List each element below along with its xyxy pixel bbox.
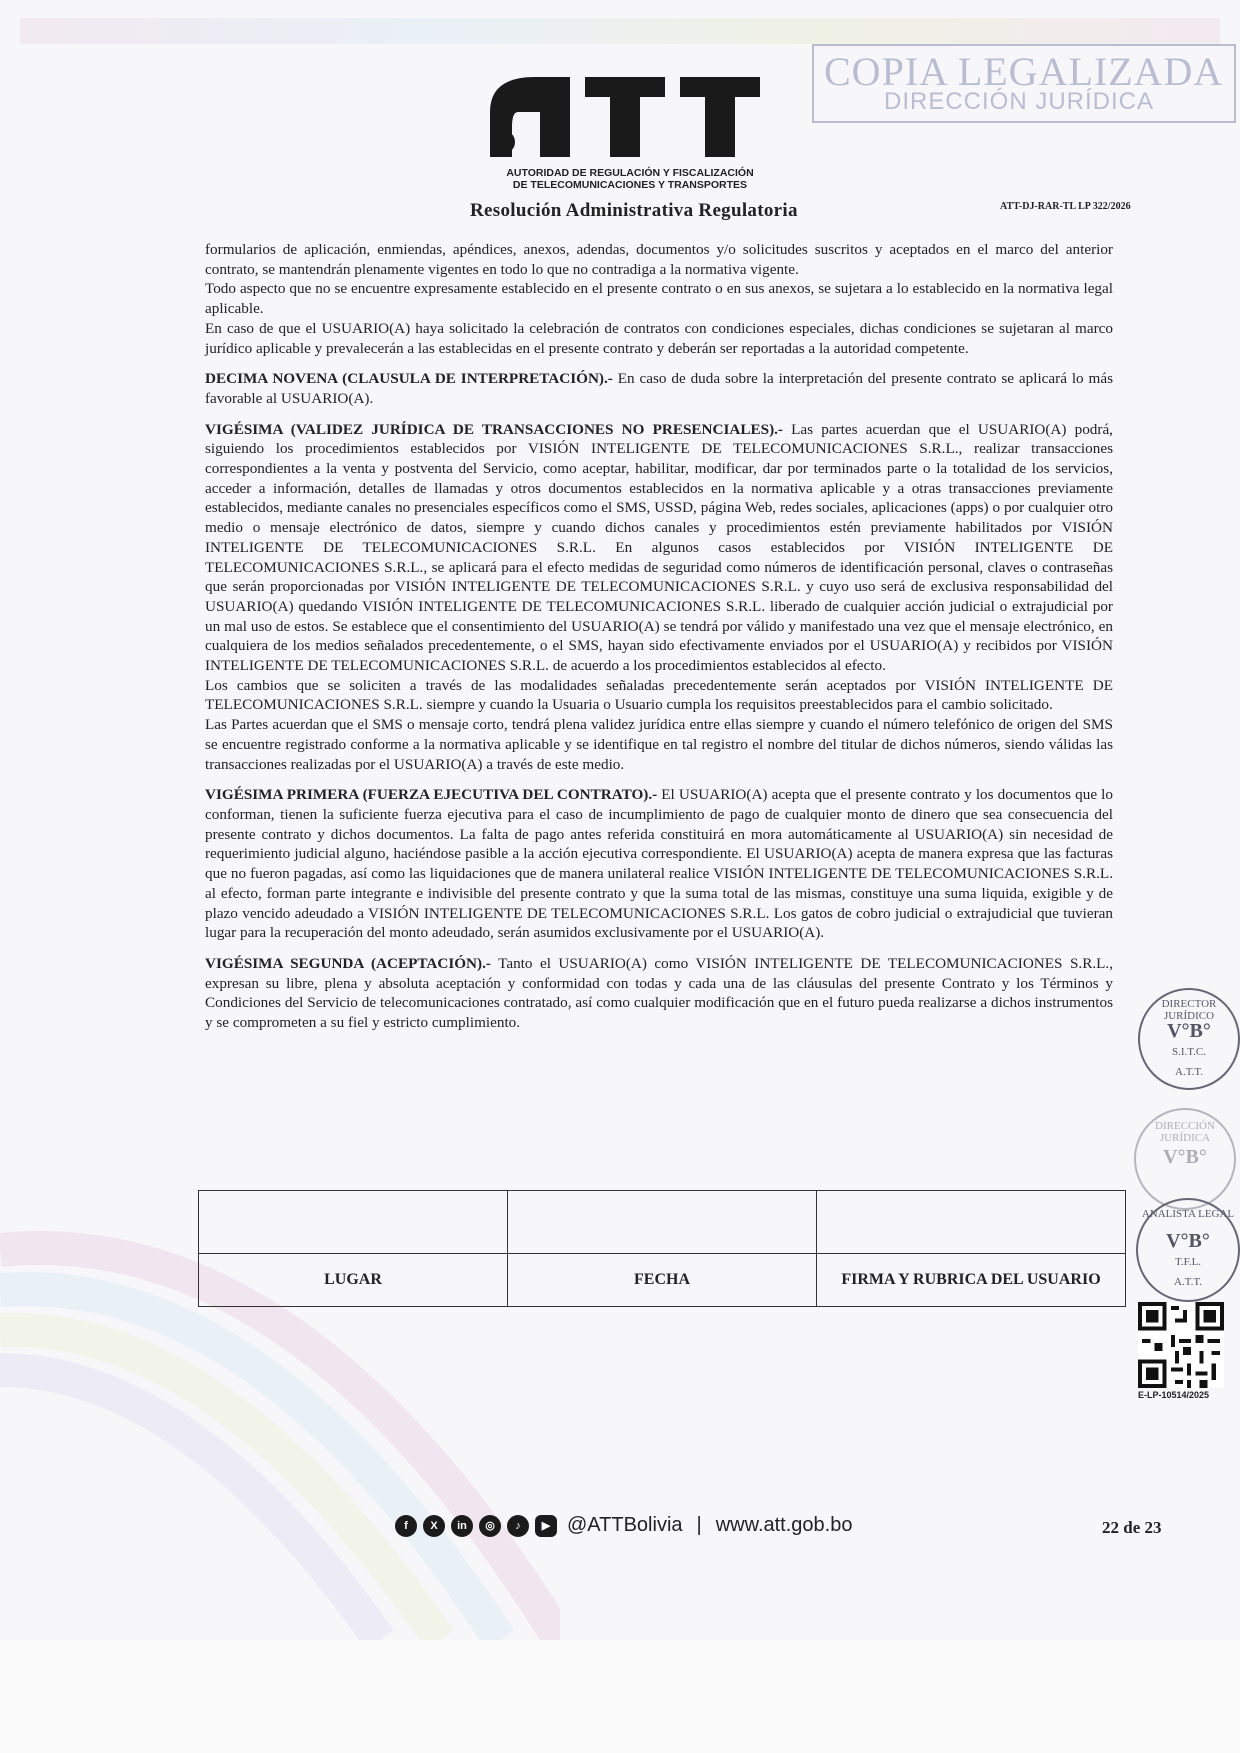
document-title: Resolución Administrativa Regulatoria bbox=[470, 200, 798, 221]
seal-top-text: DIRECCIÓN JURÍDICA bbox=[1155, 1120, 1215, 1144]
scan-margin bbox=[0, 1640, 1240, 1753]
seal-center-text: V°B° bbox=[1166, 1230, 1210, 1252]
qr-code-id: E-LP-10514/2025 bbox=[1138, 1390, 1210, 1400]
date-label: FECHA bbox=[508, 1254, 817, 1307]
footer-separator: | bbox=[696, 1514, 702, 1536]
seal-center-text: V°B° bbox=[1163, 1146, 1207, 1168]
paragraph: Todo aspecto que no se encuentre expresamente establecido en el presente contrato o en sus anexos, se sujetara a lo establecido en la normativa legal aplicable. bbox=[205, 280, 1113, 318]
x-icon[interactable]: X bbox=[423, 1515, 445, 1537]
place-field[interactable] bbox=[199, 1191, 508, 1254]
seal-top-text: ANALISTA LEGAL bbox=[1141, 1208, 1235, 1220]
clause-title: VIGÉSIMA (VALIDEZ JURÍDICA DE TRANSACCIONES NO PRESENCIALES).- bbox=[205, 420, 783, 438]
clause-22 bbox=[205, 954, 1113, 1033]
document-reference: ATT-DJ-RAR-TL LP 322/2026 bbox=[1000, 201, 1131, 212]
footer bbox=[395, 1514, 852, 1537]
place-label: LUGAR bbox=[199, 1254, 508, 1307]
att-logo bbox=[490, 72, 770, 162]
social-handle[interactable]: @ATTBolivia bbox=[567, 1514, 683, 1536]
stamp-line-2: DIRECCIÓN JURÍDICA bbox=[884, 88, 1155, 115]
linkedin-icon[interactable]: in bbox=[451, 1515, 473, 1537]
scan-color-band bbox=[20, 18, 1220, 44]
clause-text: En caso de duda sobre la interpretación del presente contrato se aplicará lo más favorable al USUARIO(A). bbox=[205, 370, 1113, 407]
signature-label: FIRMA Y RUBRICA DEL USUARIO bbox=[817, 1254, 1126, 1307]
tiktok-icon[interactable]: ♪ bbox=[507, 1515, 529, 1537]
seal-ring-text: A.T.T. bbox=[1175, 1066, 1203, 1078]
facebook-icon[interactable]: f bbox=[395, 1515, 417, 1537]
youtube-icon[interactable]: ▶ bbox=[535, 1515, 557, 1537]
org-line-1: AUTORIDAD DE REGULACIÓN Y FISCALIZACIÓN bbox=[506, 167, 754, 179]
seal-top-text: DIRECTOR JURÍDICO bbox=[1161, 998, 1217, 1022]
clause-text: Las partes acuerdan que el USUARIO(A) podrá, siguiendo los procedimientos establecidos por VISIÓN INTELIGENTE DE TELECOMUNICACIONES S.R.L., realizar transacciones correspondientes a la venta y postventa del Servicio, como aceptar, habilitar, modificar, dar por terminados parte o la totalidad de los servicios, acceder a información, detalles de llamadas y otros documentos establecidos en la normativa aplicable y a otras transacciones previamente establecidos, mediante canales no presenciales específicos como el SMS, USSD, página Web, redes sociales, aplicaciones (apps) o por cualquier otro medio o mensaje electrónico de datos, siempre y cuando dichos canales y procedimientos estén previamente habilitados por VISIÓN INTELIGENTE DE TELECOMUNICACIONES S.R.L. En algunos casos establecidos por VISIÓN INTELIGENTE DE TELECOMUNICACIONES S.R.L., se aplicará para el efecto medidas de seguridad como números de identificación personal, claves o contraseñas que serán proporcionadas por VISIÓN INTELIGENTE DE TELECOMUNICACIONES S.R.L. y cuyo uso será de exclusiva responsabilidad del USUARIO(A) quedando VISIÓN INTELIGENTE DE TELECOMUNICACIONES S.R.L. liberado de cualquier acción judicial o extrajudicial por un mal uso de estos. Se establece que el consentimiento del USUARIO(A) se tendrá por válido y manifestado una vez que el mensaje electrónico, en cualquiera de los medios señalados precedentemente, o el SMS, hayan sido efectivamente enviados por el USUARIO(A) y recibidos por VISIÓN INTELIGENTE DE TELECOMUNICACIONES S.R.L. de acuerdo a los procedimientos establecidos al efecto. bbox=[205, 420, 1113, 675]
seal-bottom-text: T.F.L. bbox=[1174, 1256, 1202, 1268]
paragraph: Las Partes acuerdan que el SMS o mensaje corto, tendrá plena validez jurídica entre ellas siempre y cuando el número telefónico de origen del SMS se encuentre registrado conforme a la normativa aplicable y se identifique en tal registro el nombre del titular de dichos números, siendo válidas las transacciones realizadas por el USUARIO(A) a través de este medio. bbox=[205, 716, 1113, 773]
page-number: 22 de 23 bbox=[1102, 1518, 1162, 1537]
clause-20 bbox=[205, 420, 1113, 676]
organization-name bbox=[470, 167, 790, 191]
date-field[interactable] bbox=[508, 1191, 817, 1254]
signature-table bbox=[198, 1190, 1126, 1307]
org-line-2: DE TELECOMUNICACIONES Y TRANSPORTES bbox=[512, 179, 748, 191]
clause-21 bbox=[205, 785, 1113, 943]
certified-copy-stamp bbox=[812, 44, 1236, 123]
instagram-icon[interactable]: ◎ bbox=[479, 1515, 501, 1537]
paragraph: Los cambios que se soliciten a través de las modalidades señaladas precedentemente serán aceptados por VISIÓN INTELIGENTE DE TELECOMUNICACIONES S.R.L. siempre y cuando la Usuaria o Usuario cumpla los requisitos preestablecidos para el cambio solicitado. bbox=[205, 676, 1113, 714]
clause-19 bbox=[205, 369, 1113, 408]
clause-text: Tanto el USUARIO(A) como VISIÓN INTELIGENTE DE TELECOMUNICACIONES S.R.L., expresan su libre, plena y absoluta aceptación y conformidad con todas y cada una de las cláusulas del presente Contrato y los Términos y Condiciones del Servicio de telecomunicaciones contratado, así como cualquier modificación que en el futuro pueda realizarse a dichos instrumentos y se comprometen a su fiel y estricto cumplimiento. bbox=[205, 954, 1113, 1032]
seal-bottom-text: S.I.T.C. bbox=[1171, 1046, 1207, 1058]
director-juridico-seal bbox=[1138, 988, 1240, 1090]
clause-title: VIGÉSIMA SEGUNDA (ACEPTACIÓN).- bbox=[205, 954, 491, 972]
document-body bbox=[205, 240, 1113, 1033]
website-link[interactable]: www.att.gob.bo bbox=[715, 1514, 853, 1536]
qr-code bbox=[1138, 1302, 1224, 1388]
seal-center-text: V°B° bbox=[1167, 1020, 1211, 1042]
clause-title: VIGÉSIMA PRIMERA (FUERZA EJECUTIVA DEL CONTRATO).- bbox=[205, 786, 658, 804]
clause-title: DECIMA NOVENA (CLAUSULA DE INTERPRETACIÓN).- bbox=[205, 370, 613, 388]
clause-text: El USUARIO(A) acepta que el presente contrato y los documentos que lo conforman, tienen la suficiente fuerza ejecutiva para el caso de incumplimiento de pago de cualquier monto de dinero que sea consecuencia del presente contrato y dichos documentos. La falta de pago antes referida constituirá en mora automáticamente al USUARIO(A) sin necesidad de requerimiento judicial alguno, haciéndose pasible a la acción ejecutiva correspondiente. El USUARIO(A) acepta de manera expresa que las facturas que no fueron pagadas, así como las liquidaciones que de manera unilateral realice VISIÓN INTELIGENTE DE TELECOMUNICACIONES S.R.L. al efecto, forman parte integrante e indivisible del presente contrato y que la suma total de las mismas, constituye una suma liquida, exigible y de plazo vencido adeudado a VISIÓN INTELIGENTE DE TELECOMUNICACIONES S.R.L. Los gatos de cobro judicial o extrajudicial que tuvieran lugar para la recuperación del monto adeudado, serán asumidos exclusivamente por el USUARIO(A). bbox=[205, 786, 1113, 942]
analista-legal-seal bbox=[1136, 1198, 1240, 1302]
paragraph: formularios de aplicación, enmiendas, apéndices, anexos, adendas, documentos y/o solicitudes suscritos y aceptados en el marco del anterior contrato, se mantendrán plenamente vigentes en todo lo que no contradiga a la normativa vigente. bbox=[205, 241, 1113, 278]
direccion-juridica-seal bbox=[1134, 1108, 1236, 1210]
signature-field[interactable] bbox=[817, 1191, 1126, 1254]
stamp-line-1: COPIA LEGALIZADA bbox=[824, 49, 1224, 94]
paragraph: En caso de que el USUARIO(A) haya solicitado la celebración de contratos con condiciones especiales, dichas condiciones se sujetaran al marco jurídico aplicable y prevalecerán a las establecidas en el presente contrato y deberán ser reportadas a la autoridad competente. bbox=[205, 319, 1113, 357]
seal-ring-text: A.T.T. bbox=[1174, 1276, 1202, 1288]
